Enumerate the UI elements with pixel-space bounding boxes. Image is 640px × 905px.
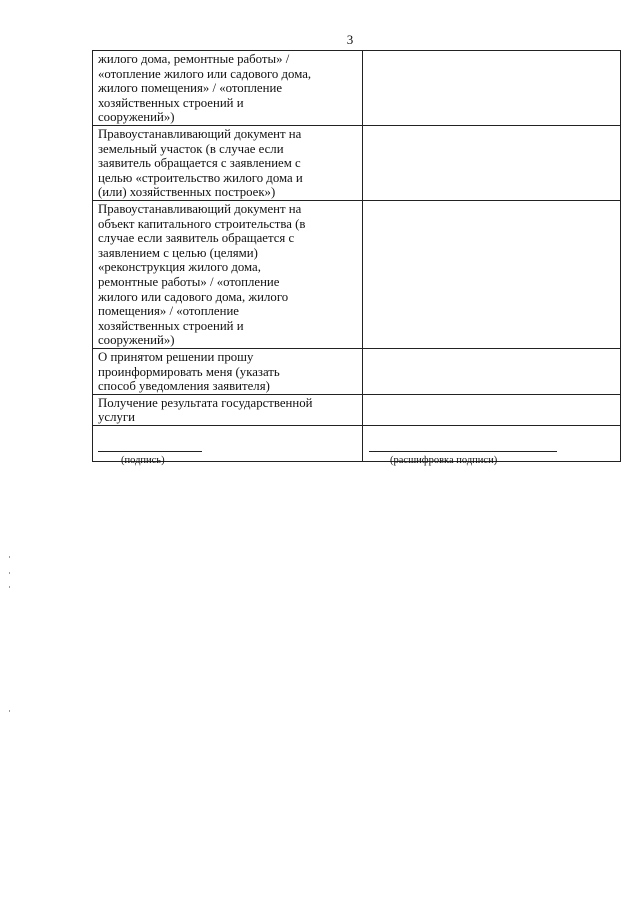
signature-transcript-line bbox=[369, 451, 557, 452]
signature-row bbox=[93, 425, 621, 461]
form-label-building-title-document: Правоустанавливающий документ на объект капитального строительства (в случае если заявитель обращается с заявлением с целью (целями) «реконструкция жилого дома, ремонтные работы» / «отопление жилого или садового дома, жилого помещения» / «отопление хозяйственных строений и сооружений») bbox=[98, 201, 306, 348]
form-value-cell[interactable] bbox=[363, 126, 621, 201]
form-label-cell bbox=[93, 126, 363, 201]
scan-margin-mark bbox=[9, 586, 10, 588]
signature-transcript-cell[interactable] bbox=[363, 425, 621, 466]
table-row bbox=[93, 348, 621, 394]
signature-cell[interactable] bbox=[93, 425, 363, 466]
form-label-result-receipt: Получение результата государственной услуги bbox=[98, 395, 313, 425]
form-value-cell[interactable] bbox=[363, 51, 621, 126]
table-row bbox=[93, 51, 621, 126]
form-value-cell[interactable] bbox=[363, 200, 621, 348]
table-row bbox=[93, 394, 621, 425]
form-label-cell bbox=[93, 394, 363, 425]
form-value-cell[interactable] bbox=[363, 348, 621, 394]
form-label-cell bbox=[93, 51, 363, 126]
table-row bbox=[93, 126, 621, 201]
form-label-continued-purpose: жилого дома, ремонтные работы» / «отопление жилого или садового дома, жилого помещения» / «отопление хозяйственных строений и сооружений») bbox=[98, 52, 312, 125]
form-label-notification-method: О принятом решении прошу проинформировать меня (указать способ уведомления заявителя) bbox=[98, 349, 280, 394]
signature-line bbox=[98, 451, 202, 452]
scan-margin-mark bbox=[9, 556, 10, 558]
form-label-cell bbox=[93, 348, 363, 394]
signature-transcript-caption: (расшифровка подписи) bbox=[390, 454, 498, 466]
signature-caption: (подпись) bbox=[121, 454, 165, 466]
page-number: 3 bbox=[346, 32, 354, 47]
application-form-table bbox=[92, 50, 621, 466]
form-label-cell bbox=[93, 200, 363, 348]
scan-margin-mark bbox=[9, 710, 10, 712]
form-value-cell[interactable] bbox=[363, 394, 621, 425]
form-label-land-title-document: Правоустанавливающий документ на земельный участок (в случае если заявитель обращается с заявлением с целью «строительство жилого дома и (или) хозяйственных построек») bbox=[98, 127, 303, 200]
scan-margin-mark bbox=[9, 572, 10, 574]
table-row bbox=[93, 200, 621, 348]
